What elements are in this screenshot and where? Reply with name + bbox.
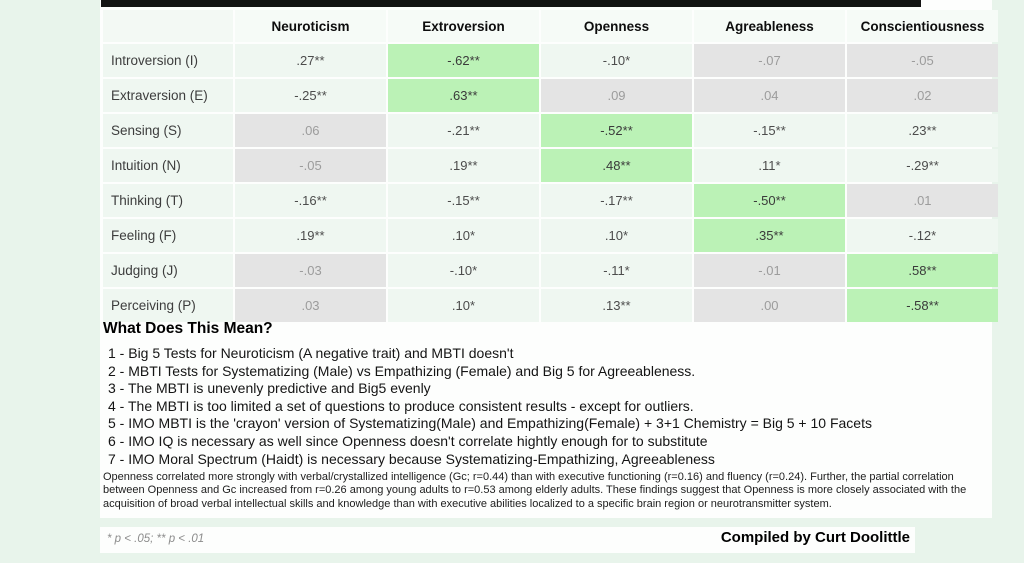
correlation-cell: .00 (694, 289, 845, 322)
correlation-cell: -.15** (694, 114, 845, 147)
correlation-cell: .63** (388, 79, 539, 112)
column-header-conscientiousness: Conscientiousness (847, 10, 998, 42)
correlation-cell: .13** (541, 289, 692, 322)
credit-line: Compiled by Curt Doolittle (720, 529, 910, 546)
correlation-cell: -.52** (541, 114, 692, 147)
correlation-cell: .06 (235, 114, 386, 147)
correlation-cell: .35** (694, 219, 845, 252)
row-label: Thinking (T) (103, 184, 233, 217)
correlation-cell: -.12* (847, 219, 998, 252)
table-row (103, 219, 998, 252)
corner-cell (103, 10, 233, 42)
column-header-openness: Openness (541, 10, 692, 42)
correlation-cell: .03 (235, 289, 386, 322)
row-label: Introversion (I) (103, 44, 233, 77)
correlation-cell: -.03 (235, 254, 386, 287)
correlation-table-body (103, 44, 998, 322)
correlation-cell: .19** (235, 219, 386, 252)
note-item: 7 - IMO Moral Spectrum (Haidt) is necessary because Systematizing-Empathizing, Agreeableness (108, 450, 715, 467)
table-row (103, 44, 998, 77)
table-row (103, 149, 998, 182)
correlation-cell: -.10* (541, 44, 692, 77)
row-label: Intuition (N) (103, 149, 233, 182)
correlation-cell: .10* (541, 219, 692, 252)
notes-heading: What Does This Mean? (103, 320, 273, 337)
correlation-cell: .01 (847, 184, 998, 217)
column-header-extroversion: Extroversion (388, 10, 539, 42)
correlation-cell: -.07 (694, 44, 845, 77)
table-row (103, 184, 998, 217)
column-header-agreableness: Agreableness (694, 10, 845, 42)
correlation-cell: -.16** (235, 184, 386, 217)
row-label: Perceiving (P) (103, 289, 233, 322)
column-header-neuroticism: Neuroticism (235, 10, 386, 42)
correlation-cell: -.25** (235, 79, 386, 112)
correlation-cell: -.58** (847, 289, 998, 322)
row-label: Extraversion (E) (103, 79, 233, 112)
correlation-cell: -.50** (694, 184, 845, 217)
row-label: Sensing (S) (103, 114, 233, 147)
row-label: Feeling (F) (103, 219, 233, 252)
table-row (103, 114, 998, 147)
note-item: 6 - IMO IQ is necessary as well since Openness doesn't correlate hightly enough for to substitute (108, 432, 708, 449)
table-row (103, 254, 998, 287)
correlation-cell: -.01 (694, 254, 845, 287)
correlation-cell: -.15** (388, 184, 539, 217)
note-item: 5 - IMO MBTI is the 'crayon' version of Systematizing(Male) and Empathizing(Female) + 3+1 Chemistry = Big 5 + 10 Facets (108, 415, 872, 432)
correlation-cell: .11* (694, 149, 845, 182)
correlation-cell: -.21** (388, 114, 539, 147)
correlation-cell: -.62** (388, 44, 539, 77)
note-item: 1 - Big 5 Tests for Neuroticism (A negative trait) and MBTI doesn't (108, 345, 514, 361)
table-row (103, 79, 998, 112)
abstract-paragraph: Openness correlated more strongly with verbal/crystallized intelligence (Gc; r=0.44) than with executive functioning (r=0.16) and fluency (r=0.24). Further, the partial correlation between Openness and Gc increased from r=0.26 among young adults to r=0.53 among elderly adults. These findings suggest that Openness is more closely associated with the acquisition of broad verbal intellectual skills and knowledge than with executive abilities localized to a specific brain region or neurotransmitter system. (103, 471, 967, 510)
row-label: Judging (J) (103, 254, 233, 287)
correlation-cell: -.05 (847, 44, 998, 77)
correlation-cell: -.17** (541, 184, 692, 217)
note-item: 2 - MBTI Tests for Systematizing (Male) vs Empathizing (Female) and Big 5 for Agreeableness. (108, 362, 696, 379)
correlation-cell: -.29** (847, 149, 998, 182)
correlation-table (101, 8, 1000, 324)
correlation-cell: .19** (388, 149, 539, 182)
notes-section (103, 320, 987, 468)
significance-footnote: * p < .05; ** p < .01 (107, 533, 205, 545)
correlation-cell: -.11* (541, 254, 692, 287)
correlation-cell: .04 (694, 79, 845, 112)
table-top-border (101, 0, 921, 7)
correlation-cell: -.10* (388, 254, 539, 287)
note-item: 3 - The MBTI is unevenly predictive and Big5 evenly (108, 380, 431, 397)
table-row (103, 289, 998, 322)
correlation-cell: .58** (847, 254, 998, 287)
correlation-cell: -.05 (235, 149, 386, 182)
notes-list (103, 345, 987, 468)
header-row (103, 10, 998, 42)
correlation-cell: .10* (388, 219, 539, 252)
correlation-cell: .02 (847, 79, 998, 112)
correlation-cell: .27** (235, 44, 386, 77)
correlation-cell: .10* (388, 289, 539, 322)
note-item: 4 - The MBTI is too limited a set of questions to produce consistent results - except for outliers. (108, 397, 694, 414)
correlation-cell: .09 (541, 79, 692, 112)
correlation-cell: .48** (541, 149, 692, 182)
correlation-table-header (103, 10, 998, 42)
correlation-cell: .23** (847, 114, 998, 147)
